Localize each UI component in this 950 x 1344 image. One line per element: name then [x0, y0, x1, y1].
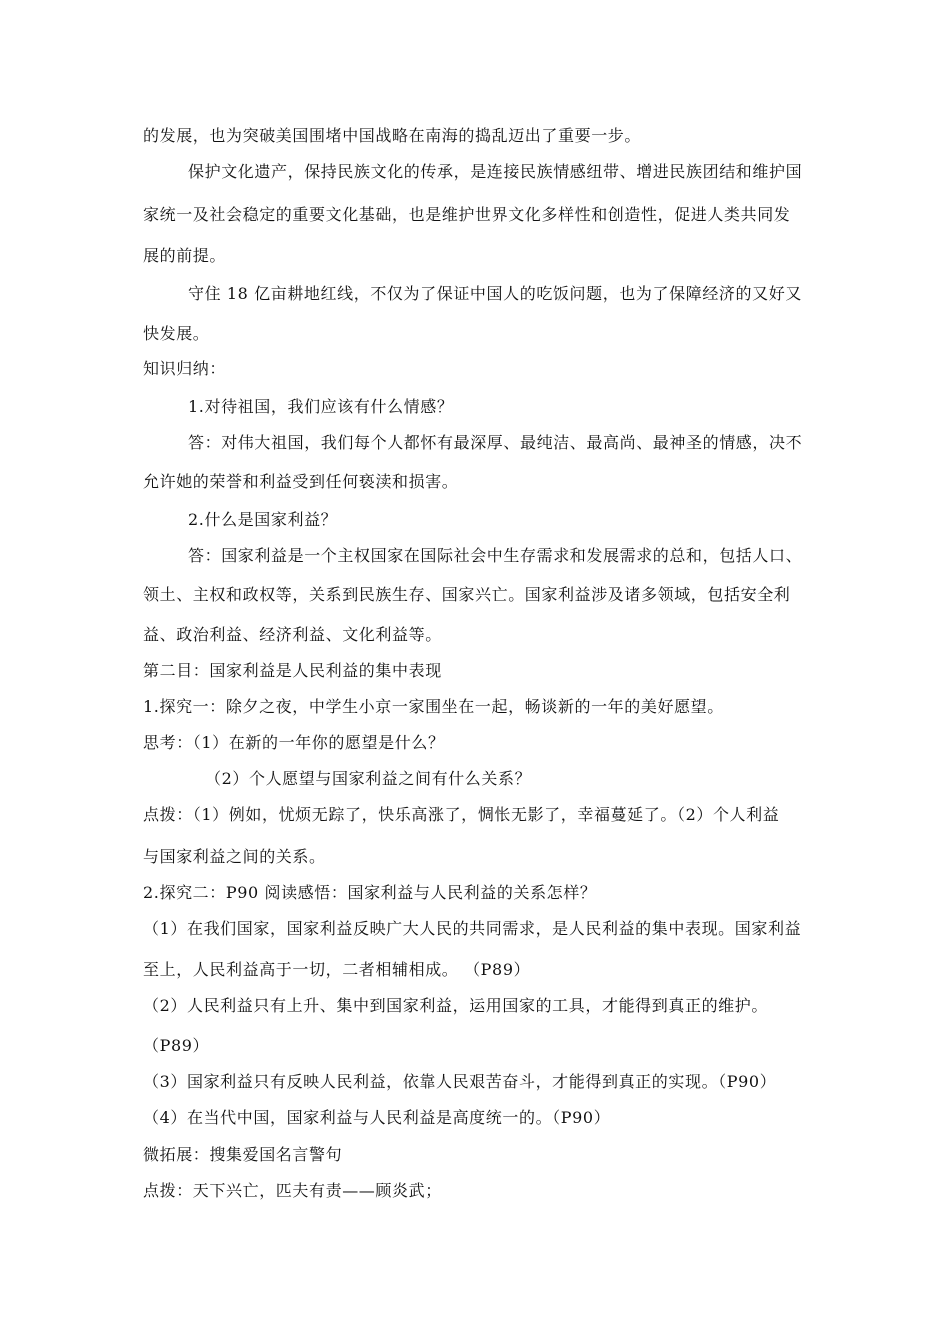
body-text-line: 家统一及社会稳定的重要文化基础，也是维护世界文化多样性和创造性，促进人类共同发 [143, 205, 791, 224]
answer-2: 答：国家利益是一个主权国家在国际社会中生存需求和发展需求的总和，包括人口、 [188, 546, 803, 565]
body-text-line: 展的前提。 [143, 246, 227, 265]
answer-1: 答：对伟大祖国，我们每个人都怀有最深厚、最纯洁、最高尚、最神圣的情感，决不 [188, 433, 803, 452]
paragraph-heritage: 保护文化遗产，保持民族文化的传承，是连接民族情感纽带、增进民族团结和维护国 [188, 162, 803, 181]
body-text-line: 益、政治利益、经济利益、文化利益等。 [143, 625, 442, 644]
extension-heading: 微拓展：搜集爱国名言警句 [143, 1145, 343, 1164]
point-4: （4）在当代中国，国家利益与人民利益是高度统一的。（P90） [143, 1108, 611, 1127]
think-question-1: 思考：（1）在新的一年你的愿望是什么？ [143, 733, 445, 752]
body-text-line: 快发展。 [143, 324, 210, 343]
body-text-line: 至上，人民利益高于一切，二者相辅相成。 （P89） [143, 960, 531, 979]
page-reference: （P89） [143, 1036, 210, 1055]
body-text-line: 领土、主权和政权等，关系到民族生存、国家兴亡。国家利益涉及诸多领域，包括安全利 [143, 585, 791, 604]
question-2: 2.什么是国家利益？ [188, 510, 338, 529]
point-2: （2）人民利益只有上升、集中到国家利益，运用国家的工具，才能得到真正的维护。 [143, 996, 768, 1015]
section-heading-second: 第二目：国家利益是人民利益的集中表现 [143, 661, 442, 680]
think-question-2: （2）个人愿望与国家利益之间有什么关系？ [205, 769, 532, 788]
inquiry-1: 1.探究一：除夕之夜，中学生小京一家围坐在一起，畅谈新的一年的美好愿望。 [143, 697, 724, 716]
body-text-line: 的发展，也为突破美国围堵中国战略在南海的捣乱迈出了重要一步。 [143, 126, 642, 145]
section-heading-knowledge: 知识归纳： [143, 359, 227, 378]
question-1: 1.对待祖国，我们应该有什么情感？ [188, 397, 454, 416]
point-1: （1）在我们国家，国家利益反映广大人民的共同需求，是人民利益的集中表现。国家利益 [143, 919, 802, 938]
point-3: （3）国家利益只有反映人民利益，依靠人民艰苦奋斗，才能得到真正的实现。（P90） [143, 1072, 777, 1091]
hint-quote: 点拨：天下兴亡，匹夫有责——顾炎武； [143, 1181, 442, 1200]
inquiry-2: 2.探究二：P90 阅读感悟：国家利益与人民利益的关系怎样？ [143, 883, 597, 902]
body-text-line: 允许她的荣誉和利益受到任何亵渎和损害。 [143, 472, 459, 491]
hint-paragraph: 点拨：（1）例如，忧烦无踪了，快乐高涨了，惆怅无影了，幸福蔓延了。（2）个人利益 [143, 805, 780, 824]
body-text-line: 与国家利益之间的关系。 [143, 847, 326, 866]
paragraph-farmland: 守住 18 亿亩耕地红线，不仅为了保证中国人的吃饭问题，也为了保障经济的又好又 [188, 284, 802, 303]
